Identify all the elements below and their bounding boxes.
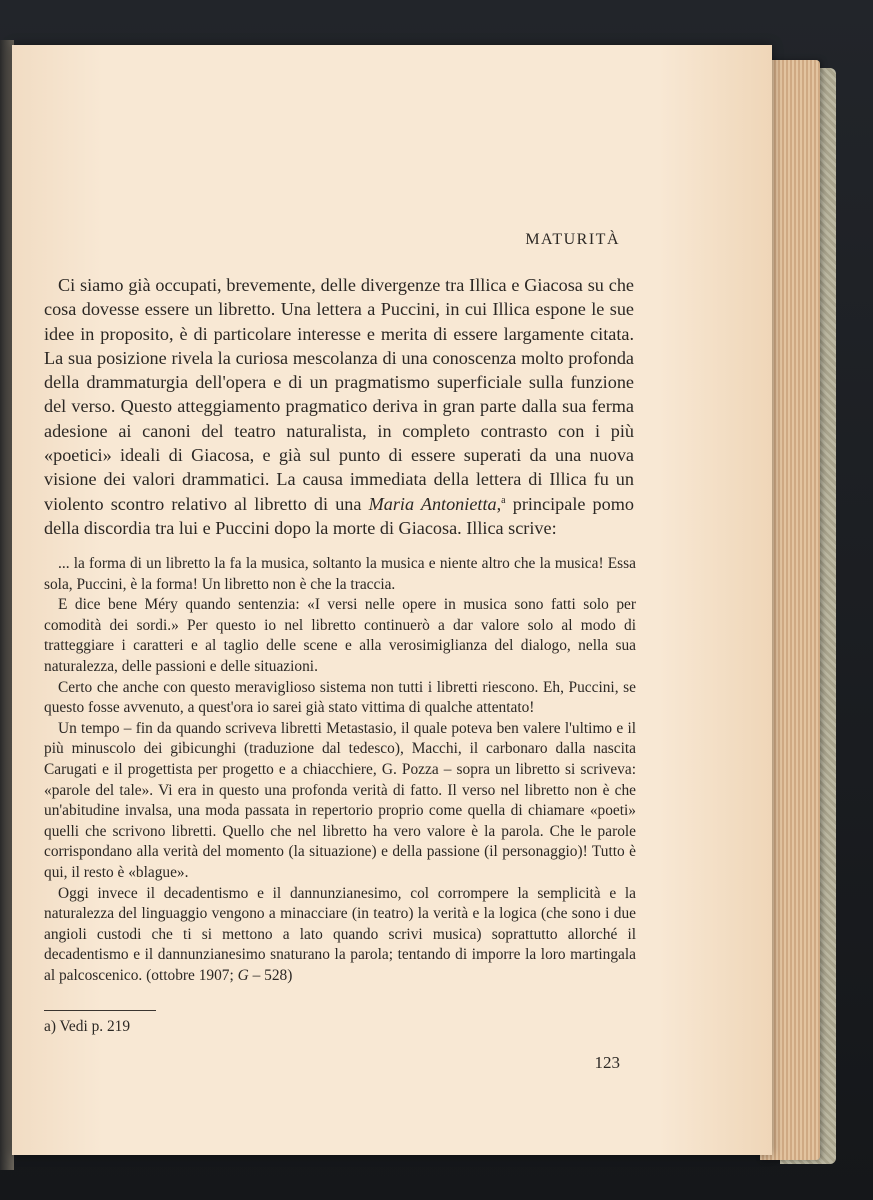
running-head: MATURITÀ: [525, 231, 620, 248]
body-text-end: principale pomo della discordia tra lui e Puccini dopo la morte di Giacosa. Illica scrive:: [44, 493, 634, 538]
footnote-marker: a: [501, 494, 506, 506]
book-page: [12, 45, 772, 1155]
citation-page: – 528): [248, 966, 293, 984]
comma: ,: [496, 493, 502, 514]
quote-paragraph-5: [44, 884, 636, 987]
quote-paragraph-1: ... la forma di un libretto la fa la musica, soltanto la musica e niente altro che la musica! Essa sola, Puccini, è la forma! Un libretto non è che la traccia.: [44, 555, 636, 593]
opera-title: Maria Antonietta: [368, 493, 497, 514]
block-quote: [44, 554, 636, 986]
quote-paragraph-2: E dice bene Méry quando sentenzia: «I versi nelle opere in musica sono fatti solo per comodità dei sordi.» Per questo io nel libretto continuerò a dar valore solo al modo di tratteggiare i caratteri e al taglio delle scene e alla verosimiglianza del dialogo, nella sua naturalezza, delle passioni e delle situazioni.: [44, 596, 636, 675]
body-text-start: Ci siamo già occupati, brevemente, delle divergenze tra Illica e Giacosa su che cosa dovesse essere un libretto. Una lettera a Puccini, in cui Illica espone le sue idee in proposito, è di particolare interesse e merita di essere largamente citata. La sua posizione rivela la curiosa mescolanza di una conoscenza molto profonda della drammaturgia dell'opera e di un pragmatismo superficiale sulla funzione del verso. Questo atteggiamento pragmatico deriva in gran parte dalla sua ferma adesione ai canoni del teatro naturalista, in completo contrasto con i più «poetici» ideali di Giacosa, e già sul punto di essere superati da una nuova visione dei valori drammatici. La causa immediata della lettera di Illica fu un violento scontro relativo al libretto di una: [44, 275, 634, 514]
body-paragraph: [44, 273, 634, 540]
quote-paragraph-3: Certo che anche con questo meraviglioso sistema non tutti i libretti riescono. Eh, Puccini, se questo fosse avvenuto, a quest'ora io sarei già stato vittima di qualche attentato!: [44, 678, 636, 717]
quote-paragraph-4: Un tempo – fin da quando scriveva libretti Metastasio, il quale poteva ben valere l'ultimo e il più minuscolo dei gibicunghi (traduzione dal tedesco), Macchi, il carbonaro dalla nascita Carugati e il progettista per progetto e a chiacchiere, G. Pozza – sopra un libretto si scriveva: «parole del tale». Vi era in questo una profonda verità di fatto. Il verso nel libretto non è che un'abitudine invalsa, una moda passata in repertorio proprio come quella di chiamare «poeti» quelli che scrivono libretti. Quello che nel libretto ha vero valore è la parola. Che le parole corrispondano alla verità del momento (la situazione) e della passione (il personaggio)! Tutto è qui, il resto è «blague».: [44, 719, 636, 881]
page-number: 123: [594, 1053, 620, 1072]
citation-source: G: [237, 966, 249, 984]
footnote: a) Vedi p. 219: [44, 1018, 131, 1035]
footnote-rule: [44, 1010, 156, 1011]
quote-p5-text: Oggi invece il decadentismo e il dannunzianesimo, col corrompere la semplicità e la naturalezza del linguaggio vengono a minacciare (in teatro) la verità e la logica (che sono i due angioli custodi che ti si mettono a lato quando scrivi musica) soprattutto allorché il decadentismo e il dannunzianesimo snaturano la parola; tentando di imporre la loro martingala al palcoscenico. (ottobre 1907;: [44, 884, 636, 984]
